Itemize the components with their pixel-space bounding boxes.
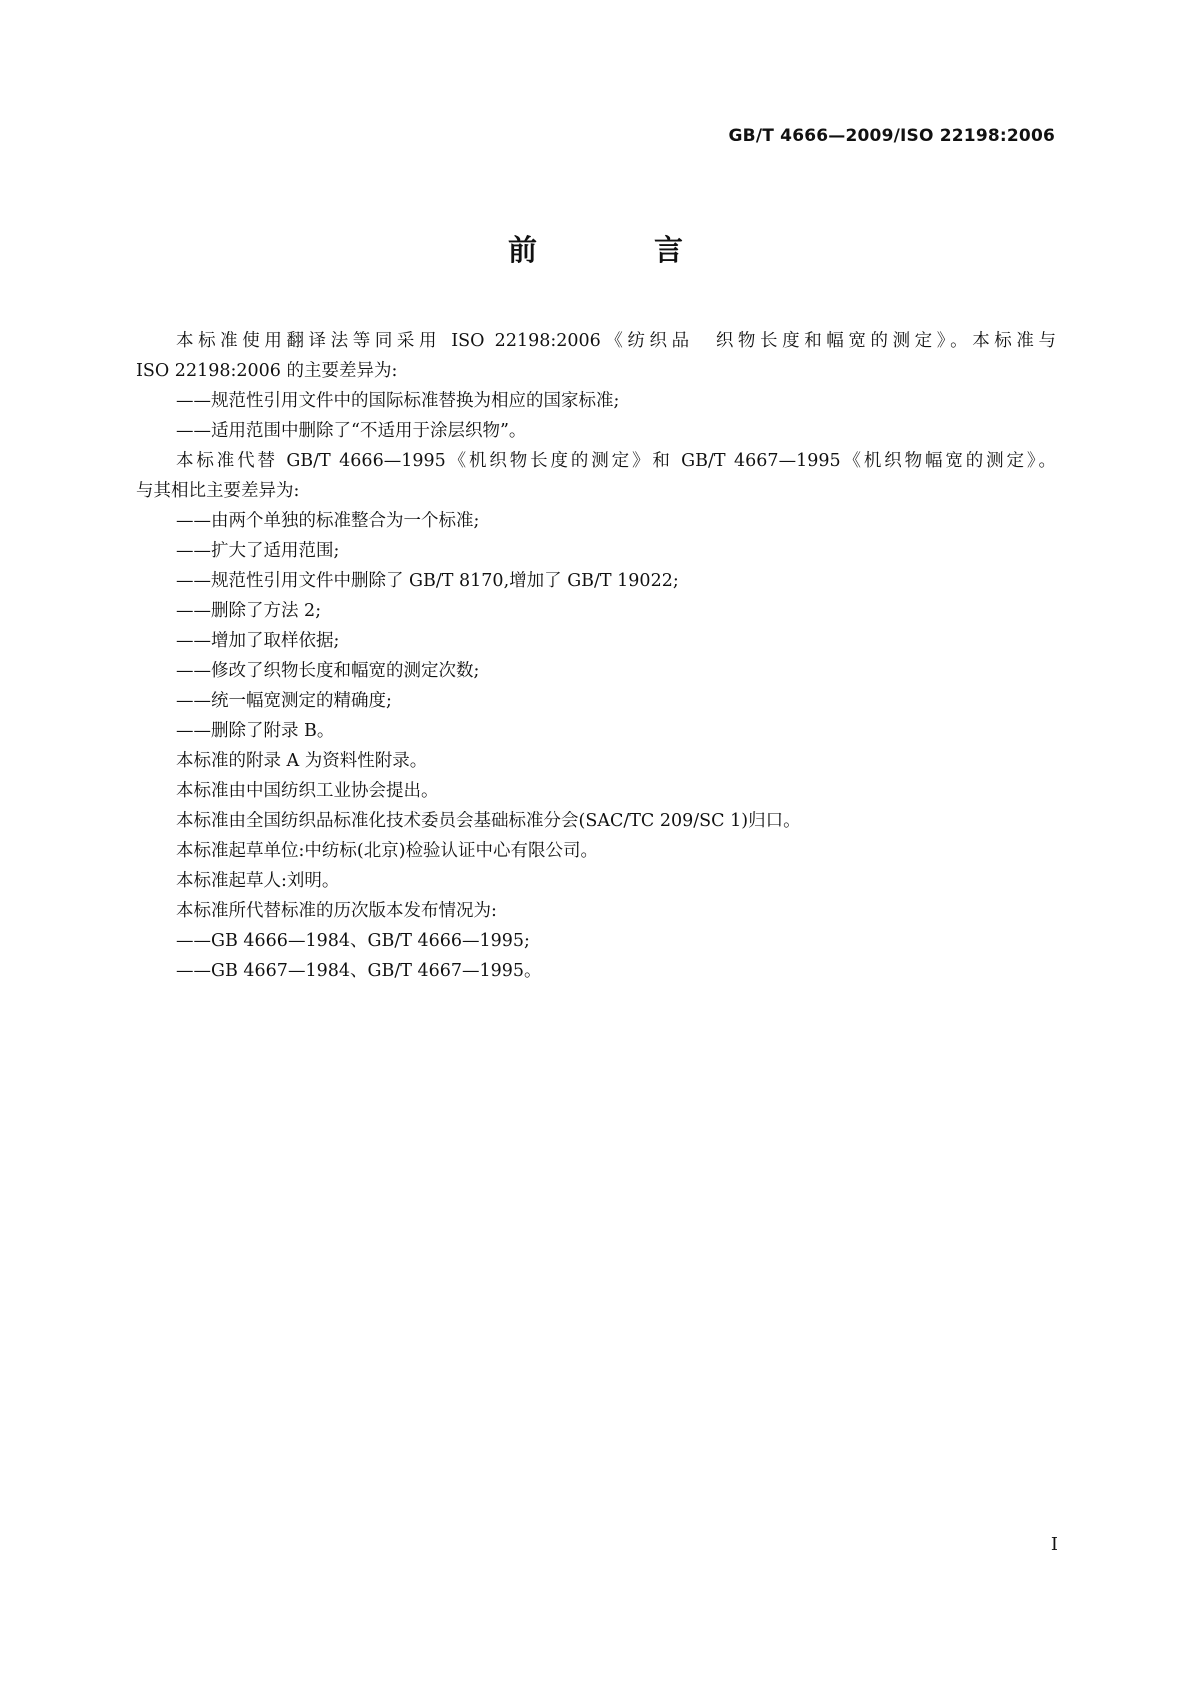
- paragraph: 本标准起草单位:中纺标(北京)检验认证中心有限公司。: [176, 841, 599, 861]
- page-number: I: [1050, 1534, 1058, 1555]
- list-item: ——由两个单独的标准整合为一个标准;: [176, 511, 480, 531]
- foreword-body: [136, 326, 1056, 986]
- list-item: ——增加了取样依据;: [176, 631, 340, 651]
- list-item: ——规范性引用文件中删除了 GB/T 8170,增加了 GB/T 19022;: [176, 571, 679, 591]
- list-item: ——删除了方法 2;: [176, 601, 322, 621]
- list-item: ——规范性引用文件中的国际标准替换为相应的国家标准;: [176, 391, 620, 411]
- list-item: ——修改了织物长度和幅宽的测定次数;: [176, 661, 480, 681]
- list-item: ——删除了附录 B。: [176, 721, 335, 741]
- paragraph: 本标准代替 GB/T 4666—1995《机织物长度的测定》和 GB/T 4667—1995《机织物幅宽的测定》。: [176, 451, 1056, 471]
- paragraph: 本标准起草人:刘明。: [176, 871, 340, 891]
- paragraph: 本标准的附录 A 为资料性附录。: [176, 751, 428, 771]
- list-item: ——扩大了适用范围;: [176, 541, 340, 561]
- standard-code: GB/T 4666—2009/ISO 22198:2006: [728, 126, 1055, 146]
- list-item: ——统一幅宽测定的精确度;: [176, 691, 392, 711]
- list-item: ——适用范围中删除了“不适用于涂层织物”。: [176, 421, 527, 441]
- paragraph: ISO 22198:2006 的主要差异为:: [136, 361, 398, 381]
- paragraph: 与其相比主要差异为:: [136, 481, 300, 501]
- paragraph: 本标准由中国纺织工业协会提出。: [176, 781, 439, 801]
- list-item: ——GB 4667—1984、GB/T 4667—1995。: [176, 961, 542, 981]
- page-title: 前 言: [507, 233, 727, 267]
- list-item: ——GB 4666—1984、GB/T 4666—1995;: [176, 931, 530, 951]
- paragraph: 本标准使用翻译法等同采用 ISO 22198:2006《纺织品 织物长度和幅宽的测定》。本标准与: [176, 331, 1056, 351]
- paragraph: 本标准所代替标准的历次版本发布情况为:: [176, 901, 497, 921]
- paragraph: 本标准由全国纺织品标准化技术委员会基础标准分会(SAC/TC 209/SC 1)归口。: [176, 811, 801, 831]
